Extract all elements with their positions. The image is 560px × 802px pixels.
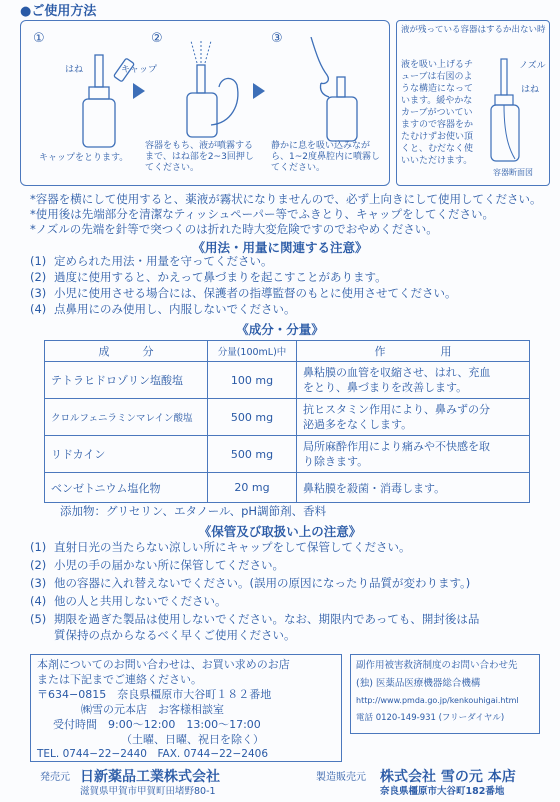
remaining-liquid-panel — [396, 20, 550, 186]
relief-url: http://www.pmda.go.jp/kenkouhigai.html — [356, 696, 519, 705]
step-3-number: ③ — [271, 31, 283, 46]
inquiry-address: 〒634−0815 奈良県橿原市大谷町１８２番地 — [37, 688, 272, 701]
maker-name: 株式会社 雪の元 本店 — [380, 769, 516, 785]
effect-line: り除きます。 — [303, 455, 369, 468]
storage-list — [30, 540, 550, 644]
effect-line: をとり、鼻づまりを改善します。 — [303, 381, 468, 394]
storage-num: (4) — [30, 594, 47, 608]
ingredient-amount: 100 mg — [208, 362, 297, 399]
hand-pressing-icon — [161, 35, 256, 145]
ingredient-amount: 500 mg — [208, 399, 297, 436]
storage-text: 直射日光の当たらない涼しい所にキャップをして保管してください。 — [54, 540, 411, 554]
nozzle-label: ノズル — [519, 61, 546, 71]
dosage-num: (1) — [30, 254, 47, 268]
storage-num: (5) — [30, 612, 47, 626]
usage-steps-panel — [20, 20, 390, 186]
relief-title: 副作用被害救済制度のお問い合わせ先 — [356, 660, 518, 671]
storage-text: 期限を過ぎた製品は使用しないでください。なお、期限内であっても、開封後は品 — [54, 612, 480, 626]
table-row — [45, 473, 530, 503]
step-1-cap-label: キャップ — [121, 65, 158, 75]
step-2-text: 容器をもち、液が噴霧するまで、はね部を2~3回押してください。 — [145, 141, 254, 173]
inquiry-closed: （土曜、日曜、祝日を除く） — [121, 733, 264, 746]
ingredient-name: クロルフェニラミンマレイン酸塩 — [45, 399, 208, 436]
storage-num: (2) — [30, 558, 47, 572]
arrow-right-icon — [133, 83, 145, 99]
header-ingredient: 成 分 — [45, 341, 208, 362]
dosage-title: 《用法・用量に関連する注意》 — [192, 240, 368, 255]
ingredient-name: リドカイン — [45, 436, 208, 473]
ingredient-effect — [297, 362, 530, 399]
storage-text: 他の容器に入れ替えないでください。(誤用の原因になったり品質が変わります。) — [54, 576, 471, 590]
header-amount: 分量(100mL)中 — [208, 341, 297, 362]
step-1-text: キャップをとります。 — [39, 153, 129, 163]
ingredient-effect — [297, 399, 530, 436]
note-2: *使用後は先端部分を清潔なティッシュペーパー等でふきとり、キャップをしてください。 — [30, 207, 495, 221]
inquiry-panel — [30, 654, 342, 762]
remaining-title: 液が残っている容器はするか出ない時 — [401, 25, 546, 35]
nose-spray-icon — [281, 37, 381, 147]
step-1-number: ① — [33, 31, 45, 46]
maker-label: 製造販売元 — [316, 772, 366, 783]
ingredient-amount: 500 mg — [208, 436, 297, 473]
storage-text: 他の人と共用しないでください。 — [54, 594, 227, 608]
storage-num: (3) — [30, 576, 47, 590]
additives-text: 添加物：グリセリン、エタノール、pH調節剤、香料 — [60, 504, 327, 518]
dosage-num: (4) — [30, 302, 47, 316]
storage-title: 《保管及び取扱い上の注意》 — [198, 524, 362, 539]
dosage-num: (3) — [30, 286, 47, 300]
effect-line: 鼻粘膜の血管を収縮させ、はれ、充血 — [303, 366, 491, 379]
storage-num: (1) — [30, 540, 47, 554]
table-row — [45, 436, 530, 473]
usage-title: ●ご使用方法 — [20, 4, 97, 19]
remaining-text: 液を吸い上げるチューブは右図のような構造になっています。緩やかなカーブがついていますので容器をかたむけずお使い頂くと、むだなく使いいただけます。 — [401, 60, 474, 166]
seller-name: 日新薬品工業株式会社 — [80, 769, 220, 785]
storage-text: 質保持の点からなるべく早くご使用ください。 — [54, 628, 296, 642]
ingredient-name: ベンゼトニウム塩化物 — [45, 473, 208, 503]
ingredient-effect — [297, 436, 530, 473]
step-2-number: ② — [151, 31, 163, 46]
inquiry-shop: ㈱雪の元本店 お客様相談室 — [81, 703, 224, 716]
note-1: *容器を横にして使用すると、薬液が霧状になりませんので、必ず上向きにして使用してください。 — [30, 192, 542, 206]
effect-line: 局所麻酔作用により痛みや不快感を取 — [303, 440, 490, 453]
seller-label: 発売元 — [40, 772, 70, 783]
relief-phone: 電話 0120-149-931 (フリーダイヤル) — [356, 713, 505, 723]
ingredient-name: テトラヒドロゾリン塩酸塩 — [45, 362, 208, 399]
ingredient-amount: 20 mg — [208, 473, 297, 503]
ingredient-effect — [297, 473, 530, 503]
arrow-right-icon — [253, 83, 265, 99]
inquiry-hours: 受付時間 9:00～12:00 13:00～17:00 — [53, 718, 261, 731]
relief-org: (独) 医薬品医療機器総合機構 — [356, 678, 481, 689]
table-row — [45, 362, 530, 399]
effect-line: 泌過多をなくします。 — [303, 418, 413, 431]
spray-bottle-icon — [61, 41, 141, 151]
step-3-text: 静かに息を吸い込みながら、1~2度鼻腔内に噴霧してください。 — [271, 141, 380, 173]
storage-text: 小児の手の届かない所に保管してください。 — [54, 558, 284, 572]
ingredients-table — [44, 340, 530, 503]
wing-label: はね — [521, 85, 540, 95]
cross-section-caption: 容器断面図 — [493, 168, 533, 177]
maker-address: 奈良県橿原市大谷町182番地 — [380, 786, 505, 797]
dosage-list — [30, 254, 550, 318]
dosage-text: 点鼻用にのみ使用し、内服しないでください。 — [54, 302, 296, 316]
dosage-text: 過度に使用すると、かえって鼻づまりを起こすことがあります。 — [54, 270, 387, 284]
inquiry-line-2: または下記までご連絡ください。 — [37, 673, 202, 686]
relief-panel — [350, 654, 540, 734]
note-3: *ノズルの先端を針等で突つくのは折れた時大変危険ですのでおやめください。 — [30, 222, 438, 236]
table-header-row — [45, 341, 530, 362]
table-row — [45, 399, 530, 436]
dosage-text: 定められた用法・用量を守ってください。 — [54, 254, 273, 268]
composition-title: 《成分・分量》 — [236, 322, 324, 337]
inquiry-contact: TEL. 0744−22−2440 FAX. 0744−22−2406 — [37, 748, 268, 760]
effect-line: 鼻粘膜を殺菌・消毒します。 — [303, 481, 446, 495]
seller-address: 滋賀県甲賀市甲賀町田堵野80-1 — [80, 786, 216, 797]
dosage-text: 小児に使用させる場合には、保護者の指導監督のもとに使用させてください。 — [54, 286, 457, 300]
step-1-wing-label: はね — [65, 65, 84, 75]
header-effect: 作 用 — [297, 341, 530, 362]
inquiry-line-1: 本剤についてのお問い合わせは、お買い求めのお店 — [37, 658, 290, 671]
dosage-num: (2) — [30, 270, 47, 284]
container-cross-section-icon — [485, 55, 525, 165]
effect-line: 抗ヒスタミン作用により、鼻みずの分 — [303, 403, 490, 416]
